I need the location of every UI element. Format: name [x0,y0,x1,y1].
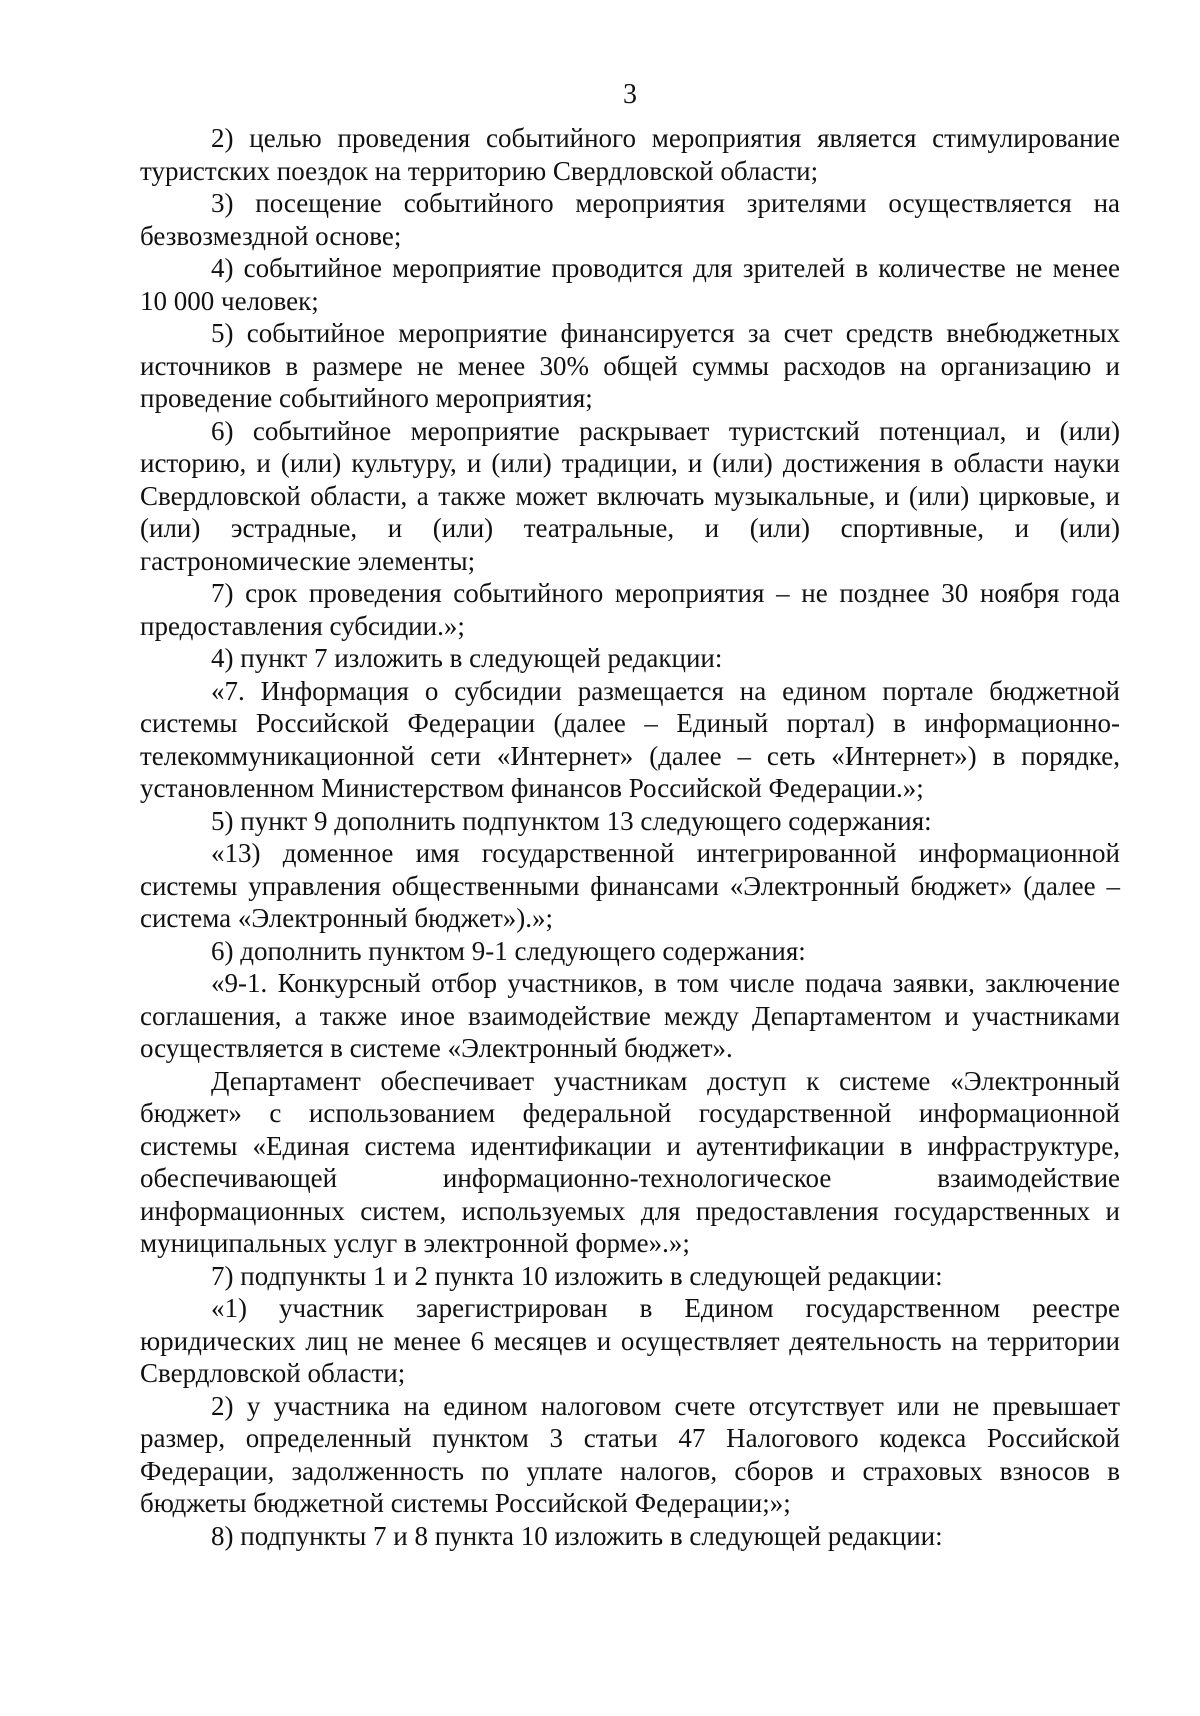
paragraph-item-3: 3) посещение событийного мероприятия зрителями осуществляется на безвозмездной основе; [140,188,1120,251]
paragraph-item-5: 5) событийное мероприятие финансируется за счет средств внебюджетных источников в размере не менее 30% общей суммы расходов на организацию и проведение событийного мероприятия; [140,318,1120,413]
page-number: 3 [623,79,637,110]
paragraph-amend-4: 4) пункт 7 изложить в следующей редакции: [211,643,723,673]
paragraph-point-9-1-text: «9-1. Конкурсный отбор участников, в том числе подача заявки, заключение соглашения, а также иное взаимодействие между Департаментом и участниками осуществляется в системе «Электронный бюджет». [140,968,1120,1063]
paragraph-amend-8: 8) подпункты 7 и 8 пункта 10 изложить в следующей редакции: [211,1520,943,1551]
paragraph-subpoint-2-text: 2) у участника на едином налоговом счете отсутствует или не превышает размер, определенный пунктом 3 статьи 47 Налогового кодекса Российской Федерации, задолженность по уплате налогов, сборов и страховых взносов в бюджеты бюджетной системы Российской Федерации;»; [140,1390,1120,1518]
paragraph-amend-7: 7) подпункты 1 и 2 пункта 10 изложить в следующей редакции: [211,1260,943,1291]
document-page [140,78,1120,1638]
paragraph-item-2: 2) целью проведения событийного мероприятия является стимулирование туристских поездок на территорию Свердловской области; [140,123,1120,186]
paragraph-item-4: 4) событийное мероприятие проводится для зрителей в количестве не менее 10 000 человек; [140,253,1120,316]
paragraph-item-7: 7) срок проведения событийного мероприятия – не позднее 30 ноября года предоставления субсидии.»; [140,578,1120,641]
paragraph-subpoint-13-text: «13) доменное имя государственной интегрированной информационной системы управления общественными финансами «Электронный бюджет» (далее – система «Электронный бюджет»).»; [140,838,1120,933]
paragraph-amend-5: 5) пункт 9 дополнить подпунктом 13 следующего содержания: [211,805,932,836]
paragraph-point-7-text: «7. Информация о субсидии размещается на едином портале бюджетной системы Российской Федерации (далее – Единый портал) в информационно-телекоммуникационной сети «Интернет» (далее – сеть «Интернет») в порядке, установленном Министерством финансов Российской Федерации.»; [140,675,1120,803]
paragraph-department-access: Департамент обеспечивает участникам доступ к системе «Электронный бюджет» с использованием федеральной государственной информационной системы «Единая система идентификации и аутентификации в инфраструктуре, обеспечивающей информационно-технологическое взаимодействие информационных систем, используемых для предоставления государственных и муниципальных услуг в электронной форме».»; [140,1065,1120,1258]
paragraph-item-6: 6) событийное мероприятие раскрывает туристский потенциал, и (или) историю, и (или) культуру, и (или) традиции, и (или) достижения в области науки Свердловской области, а также может включать музыкальные, и (или) цирковые, и (или) эстрадные, и (или) театральные, и (или) спортивные, и (или) гастрономические элементы; [140,415,1120,576]
paragraph-amend-6: 6) дополнить пунктом 9-1 следующего содержания: [211,935,806,966]
paragraph-subpoint-1-text: «1) участник зарегистрирован в Едином государственном реестре юридических лиц не менее 6 месяцев и осуществляет деятельность на территории Свердловской области; [140,1293,1120,1388]
